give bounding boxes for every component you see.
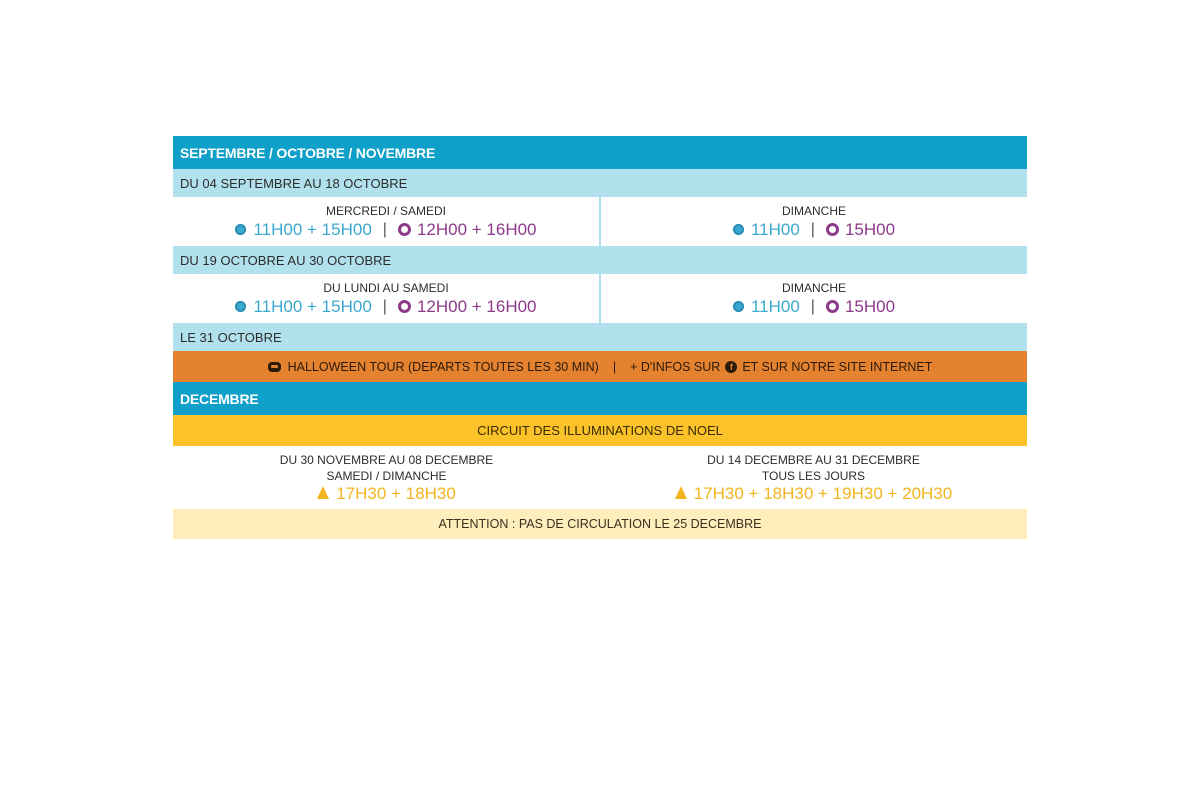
day-label: DU LUNDI AU SAMEDI bbox=[323, 280, 449, 295]
day-label: MERCREDI / SAMEDI bbox=[325, 203, 446, 218]
yellow-times: 17H30 + 18H30 + 19H30 + 20H30 bbox=[693, 483, 953, 503]
purple-ring-icon bbox=[826, 300, 839, 313]
info-suffix: ET SUR NOTRE SITE INTERNET bbox=[742, 359, 933, 374]
period-times-row bbox=[173, 274, 1027, 323]
blue-times: 11H00 + 15H00 bbox=[253, 219, 372, 239]
times-line bbox=[235, 296, 536, 317]
yellow-times: 17H30 + 18H30 bbox=[336, 483, 456, 503]
facebook-icon[interactable]: f bbox=[725, 361, 737, 373]
times-line bbox=[733, 219, 895, 240]
purple-ring-icon bbox=[398, 300, 411, 313]
sunday-cell bbox=[601, 274, 1027, 323]
circuit-title: CIRCUIT DES ILLUMINATIONS DE NOEL bbox=[477, 423, 723, 438]
pumpkin-icon bbox=[268, 362, 281, 372]
purple-times: 12H00 + 16H00 bbox=[416, 219, 537, 239]
times-line bbox=[733, 296, 895, 317]
daily-cell bbox=[600, 446, 1027, 509]
separator: | bbox=[810, 220, 815, 238]
times-line bbox=[317, 484, 456, 504]
day-label: DIMANCHE bbox=[781, 203, 846, 218]
purple-times: 15H00 bbox=[844, 219, 896, 239]
day-label: DIMANCHE bbox=[781, 280, 846, 295]
date-range: DU 30 NOVEMBRE AU 08 DECEMBRE bbox=[279, 452, 494, 467]
halloween-banner bbox=[173, 351, 1027, 382]
weekday-cell bbox=[173, 274, 601, 323]
separator: | bbox=[382, 297, 387, 315]
attention-text: ATTENTION : PAS DE CIRCULATION LE 25 DECEMBRE bbox=[438, 517, 762, 531]
period-header bbox=[173, 246, 1027, 274]
halloween-text: HALLOWEEN TOUR (DEPARTS TOUTES LES 30 MIN) bbox=[287, 359, 599, 374]
period-times-row bbox=[173, 197, 1027, 246]
date-range: DU 14 DECEMBRE AU 31 DECEMBRE bbox=[707, 452, 920, 467]
purple-ring-icon bbox=[826, 223, 839, 236]
weekday-cell bbox=[173, 197, 601, 246]
noel-times-row bbox=[173, 446, 1027, 509]
sunday-cell bbox=[601, 197, 1027, 246]
circuit-banner bbox=[173, 415, 1027, 446]
purple-times: 15H00 bbox=[844, 296, 896, 316]
blue-times: 11H00 bbox=[750, 219, 800, 239]
period-label: LE 31 OCTOBRE bbox=[180, 329, 282, 345]
separator: | bbox=[382, 220, 387, 238]
period-header bbox=[173, 323, 1027, 351]
separator: | bbox=[612, 359, 617, 374]
section-title: DECEMBRE bbox=[180, 390, 259, 407]
blue-dot-icon bbox=[235, 301, 246, 312]
section-title: SEPTEMBRE / OCTOBRE / NOVEMBRE bbox=[180, 144, 436, 161]
purple-ring-icon bbox=[398, 223, 411, 236]
period-label: DU 19 OCTOBRE AU 30 OCTOBRE bbox=[180, 252, 392, 268]
day-label: SAMEDI / DIMANCHE bbox=[326, 468, 447, 483]
schedule-table bbox=[173, 136, 1027, 539]
christmas-tree-icon bbox=[675, 486, 687, 499]
period-label: DU 04 SEPTEMBRE AU 18 OCTOBRE bbox=[180, 175, 408, 191]
blue-times: 11H00 bbox=[750, 296, 800, 316]
blue-dot-icon bbox=[733, 301, 744, 312]
blue-dot-icon bbox=[235, 224, 246, 235]
separator: | bbox=[810, 297, 815, 315]
attention-banner bbox=[173, 509, 1027, 539]
blue-dot-icon bbox=[733, 224, 744, 235]
times-line bbox=[235, 219, 536, 240]
christmas-tree-icon bbox=[317, 486, 329, 499]
blue-times: 11H00 + 15H00 bbox=[253, 296, 372, 316]
times-line bbox=[675, 484, 953, 504]
purple-times: 12H00 + 16H00 bbox=[416, 296, 537, 316]
weekend-cell bbox=[173, 446, 600, 509]
section-header-autumn bbox=[173, 136, 1027, 169]
period-header bbox=[173, 169, 1027, 197]
info-prefix: + D'INFOS SUR bbox=[630, 359, 721, 374]
day-label: TOUS LES JOURS bbox=[761, 468, 866, 483]
section-header-december bbox=[173, 382, 1027, 415]
